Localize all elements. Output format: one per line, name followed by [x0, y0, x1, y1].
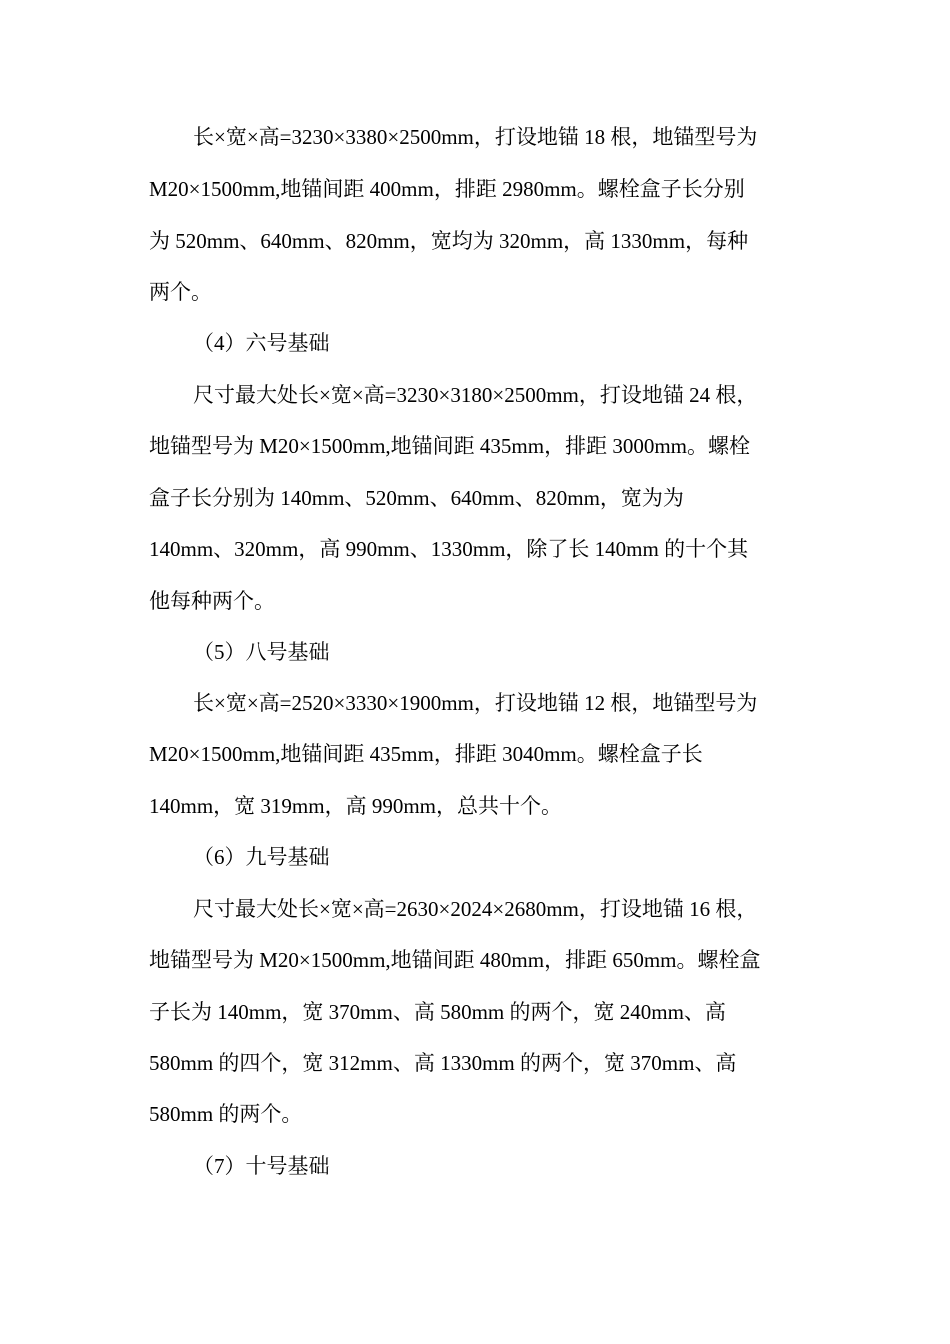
paragraph-line: M20×1500mm,地锚间距 435mm，排距 3040mm。螺栓盒子长	[149, 742, 703, 766]
paragraph-line: 140mm、320mm，高 990mm、1330mm，除了长 140mm 的十个其	[149, 537, 749, 561]
paragraph-line: 盒子长分别为 140mm、520mm、640mm、820mm，宽为为	[149, 486, 684, 510]
paragraph-line: 为 520mm、640mm、820mm，宽均为 320mm，高 1330mm，每种	[149, 229, 749, 253]
section-heading-8: （5）八号基础	[193, 640, 330, 664]
paragraph-line: 长×宽×高=3230×3380×2500mm，打设地锚 18 根，地锚型号为	[193, 125, 758, 149]
paragraph-line: 长×宽×高=2520×3330×1900mm，打设地锚 12 根，地锚型号为	[193, 691, 758, 715]
paragraph-line: 580mm 的四个，宽 312mm、高 1330mm 的两个，宽 370mm、高	[149, 1051, 737, 1075]
paragraph-line: 两个。	[149, 280, 212, 304]
paragraph-line: M20×1500mm,地锚间距 400mm，排距 2980mm。螺栓盒子长分别	[149, 177, 745, 201]
paragraph-line: 子长为 140mm，宽 370mm、高 580mm 的两个，宽 240mm、高	[149, 1000, 726, 1024]
paragraph-line: 地锚型号为 M20×1500mm,地锚间距 480mm，排距 650mm。螺栓盒	[149, 948, 761, 972]
paragraph-line: 地锚型号为 M20×1500mm,地锚间距 435mm，排距 3000mm。螺栓	[149, 434, 751, 458]
paragraph-line: 他每种两个。	[149, 589, 275, 613]
section-heading-6: （4）六号基础	[193, 331, 330, 355]
section-heading-9: （6）九号基础	[193, 845, 330, 869]
paragraph-line: 尺寸最大处长×宽×高=3230×3180×2500mm，打设地锚 24 根，	[193, 383, 758, 407]
paragraph-line: 140mm，宽 319mm，高 990mm，总共十个。	[149, 794, 563, 818]
paragraph-line: 尺寸最大处长×宽×高=2630×2024×2680mm，打设地锚 16 根，	[193, 897, 758, 921]
section-heading-10: （7）十号基础	[193, 1154, 330, 1178]
paragraph-line: 580mm 的两个。	[149, 1102, 303, 1126]
